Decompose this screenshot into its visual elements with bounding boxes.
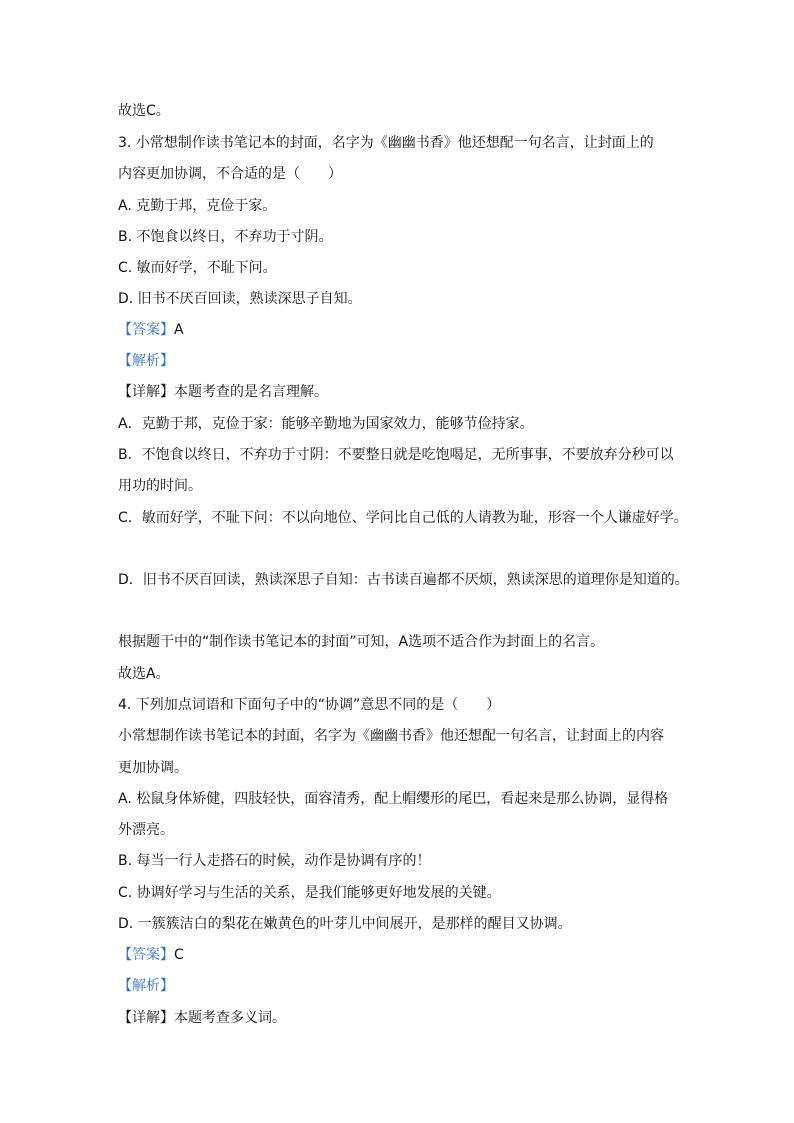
question-4-sentence: 小常想制作读书笔记本的封面，名字为《幽幽书香》他还想配一句名言，让封面上的内容 bbox=[118, 728, 664, 744]
q4-option-c: C. 协调好学习与生活的关系，是我们能够更好地发展的关键。 bbox=[118, 885, 501, 901]
q4-option-a-continued: 外漂亮。 bbox=[118, 822, 174, 838]
question-3-stem-continued: 内容更加协调，不合适的是（ ） bbox=[118, 166, 342, 182]
conclusion-line: 根据题干中的“制作读书笔记本的封面”可知，A选项不适合作为封面上的名言。 bbox=[118, 634, 605, 650]
question-3-stem: 3. 小常想制作读书笔记本的封面，名字为《幽幽书香》他还想配一句名言，让封面上的 bbox=[118, 135, 654, 151]
explanation-b: B．不饱食以终日，不弃功于寸阴：不要整日就是吃饱喝足，无所事事，不要放弃分秒可以 bbox=[118, 447, 674, 463]
option-b: B. 不饱食以终日，不弃功于寸阴。 bbox=[118, 229, 333, 245]
answer-tag: 【答案】 bbox=[118, 322, 174, 338]
q4-option-d: D. 一簇簇洁白的梨花在嫩黄色的叶芽儿中间展开，是那样的醒目又协调。 bbox=[118, 916, 572, 932]
answer-value: A bbox=[174, 322, 184, 338]
question-4-stem: 4. 下列加点词语和下面句子中的“协调”意思不同的是（ ） bbox=[118, 697, 501, 713]
option-d: D. 旧书不厌百回读，熟读深思子自知。 bbox=[118, 291, 362, 307]
q4-option-b: B. 每当一行人走搭石的时候，动作是协调有序的！ bbox=[118, 853, 431, 869]
analysis-tag: 【解析】 bbox=[118, 353, 174, 369]
answer-tag: 【答案】 bbox=[118, 947, 174, 963]
q4-answer-line bbox=[118, 945, 184, 965]
explanation-c: C．敏而好学，不耻下问：不以向地位、学问比自己低的人请教为耻，形容一个人谦虚好学。 bbox=[118, 510, 688, 526]
analysis-tag: 【解析】 bbox=[118, 978, 174, 994]
explanation-d: D．旧书不厌百回读，熟读深思子自知：古书读百遍都不厌烦，熟读深思的道理你是知道的。 bbox=[118, 572, 689, 588]
q4-option-a: A. 松鼠身体矫健，四肢轻快，面容清秀，配上帽缨形的尾巴，看起来是那么协调，显得格 bbox=[118, 791, 669, 807]
q4-analysis-line bbox=[118, 976, 174, 996]
option-a: A. 克勤于邦，克俭于家。 bbox=[118, 198, 277, 214]
text-line: 故选C。 bbox=[118, 103, 170, 119]
answer-value: C bbox=[174, 947, 184, 963]
question-4-sentence-continued: 更加协调。 bbox=[118, 760, 188, 776]
analysis-line bbox=[118, 351, 174, 371]
answer-line bbox=[118, 320, 184, 340]
explanation-a: A．克勤于邦，克俭于家：能够辛勤地为国家效力，能够节俭持家。 bbox=[118, 416, 534, 432]
explanation-b-continued: 用功的时间。 bbox=[118, 478, 202, 494]
option-c: C. 敏而好学，不耻下问。 bbox=[118, 260, 277, 276]
detail-line: 【详解】本题考查的是名言理解。 bbox=[118, 384, 328, 400]
choice-line: 故选A。 bbox=[118, 666, 170, 682]
q4-detail-line: 【详解】本题考查多义词。 bbox=[118, 1010, 286, 1026]
